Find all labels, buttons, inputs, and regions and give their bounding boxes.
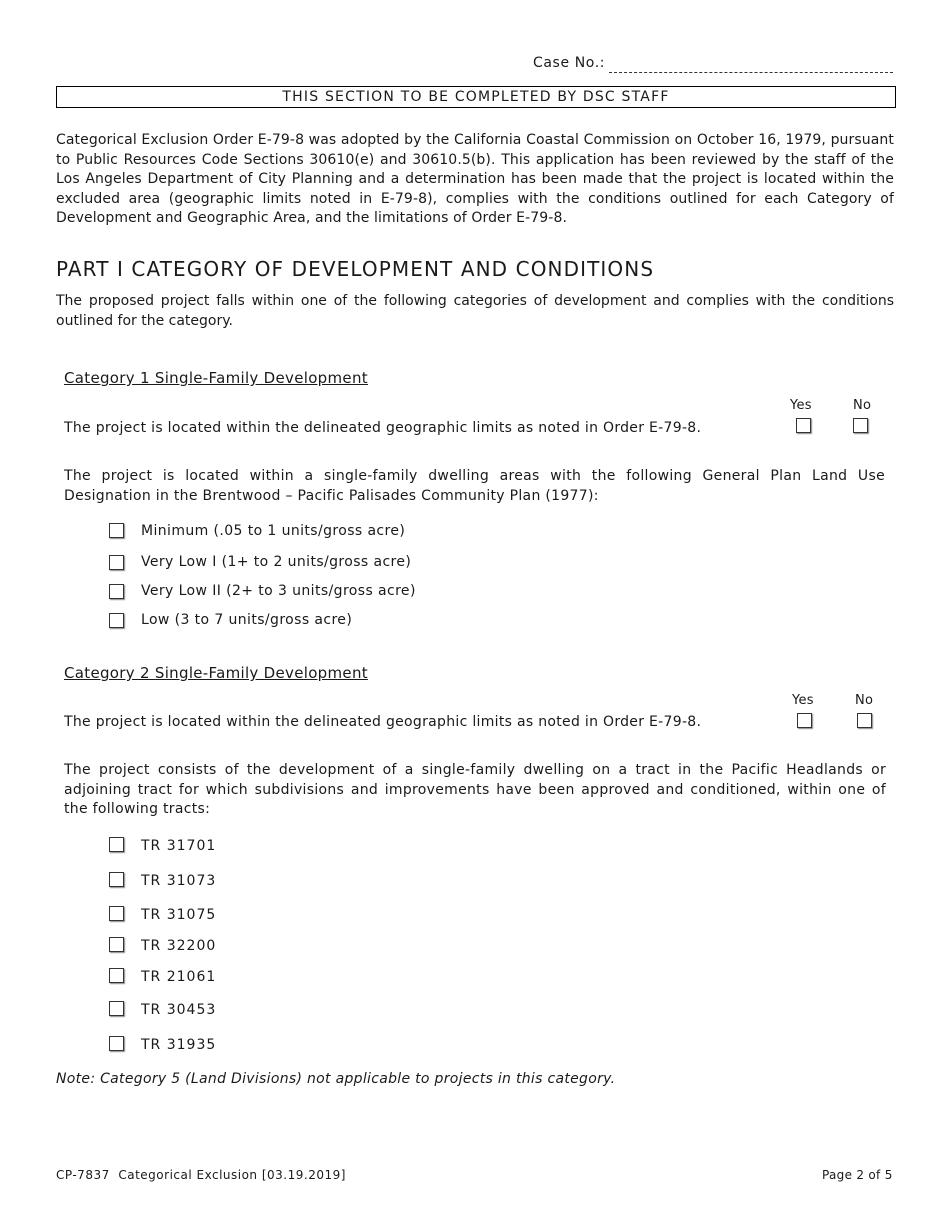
tract-checkbox[interactable] — [109, 937, 124, 952]
category-note: Note: Category 5 (Land Divisions) not applicable to projects in this category. — [56, 1071, 616, 1087]
cat2-tract-text: The project consists of the development of a single-family dwelling on a tract in the Pacific Headlands or adjoining tract for which subdivisions and improvements have been approved and conditioned, within one of the following tracts: — [64, 762, 886, 817]
cat1-geographic-statement: The project is located within the delineated geographic limits as noted in Order E-79-8. — [64, 420, 702, 436]
option-label: Very Low II (2+ to 3 units/gross acre) — [141, 583, 416, 599]
tract-checkbox[interactable] — [109, 837, 124, 852]
cat1-designation-text: The project is located within a single-family dwelling areas with the following General Plan Land Use Designation in the Brentwood – Pacific Palisades Community Plan (1977): — [64, 468, 885, 504]
cat2-no-checkbox[interactable] — [857, 713, 872, 728]
option-label: Minimum (.05 to 1 units/gross acre) — [141, 523, 406, 539]
category-1-heading: Category 1 Single-Family Development — [64, 369, 368, 387]
tract-label: TR 31701 — [141, 838, 217, 854]
option-label: Low (3 to 7 units/gross acre) — [141, 612, 353, 628]
cat2-yes-checkbox[interactable] — [797, 713, 812, 728]
page-number: Page 2 of 5 — [822, 1168, 893, 1182]
case-no-label: Case No.: — [533, 55, 606, 71]
case-no-field[interactable] — [609, 55, 893, 73]
tract-label: TR 31075 — [141, 907, 217, 923]
option-low-checkbox[interactable] — [109, 613, 124, 628]
cat1-no-checkbox[interactable] — [853, 418, 868, 433]
option-label: Very Low I (1+ to 2 units/gross acre) — [141, 554, 412, 570]
cat2-geographic-statement: The project is located within the delineated geographic limits as noted in Order E-79-8. — [64, 714, 702, 730]
tract-label: TR 30453 — [141, 1002, 217, 1018]
tract-checkbox[interactable] — [109, 968, 124, 983]
tract-label: TR 21061 — [141, 969, 217, 985]
tract-label: TR 31935 — [141, 1037, 217, 1053]
tract-checkbox[interactable] — [109, 906, 124, 921]
option-very-low-2-checkbox[interactable] — [109, 584, 124, 599]
category-2-heading: Category 2 Single-Family Development — [64, 664, 368, 682]
form-id: CP-7837 Categorical Exclusion [03.19.2019] — [56, 1168, 346, 1182]
tract-checkbox[interactable] — [109, 1001, 124, 1016]
part-description: The proposed project falls within one of the following categories of development and complies with the conditions outlined for the category. — [56, 293, 894, 329]
tract-label: TR 31073 — [141, 873, 217, 889]
part-title: PART I CATEGORY OF DEVELOPMENT AND CONDITIONS — [56, 257, 655, 281]
cat2-no-label: No — [855, 693, 874, 708]
cat1-yes-checkbox[interactable] — [796, 418, 811, 433]
cat2-yes-label: Yes — [792, 693, 814, 708]
option-very-low-1-checkbox[interactable] — [109, 555, 124, 570]
tract-label: TR 32200 — [141, 938, 217, 954]
tract-checkbox[interactable] — [109, 872, 124, 887]
option-minimum-checkbox[interactable] — [109, 523, 124, 538]
staff-section-banner: THIS SECTION TO BE COMPLETED BY DSC STAFF — [56, 86, 896, 108]
intro-paragraph: Categorical Exclusion Order E-79-8 was adopted by the California Coastal Commission on October 16, 1979, pursuant to Public Resources Code Sections 30610(e) and 30610.5(b). This application has been reviewed by the staff of the Los Angeles Department of City Planning and a determination has been made that the project is located within the excluded area (geographic limits noted in E-79-8), complies with the conditions outlined for each Category of Development and Geographic Area, and the limitations of Order E-79-8. — [56, 132, 894, 226]
tract-checkbox[interactable] — [109, 1036, 124, 1051]
cat1-no-label: No — [853, 398, 872, 413]
cat1-yes-label: Yes — [790, 398, 812, 413]
